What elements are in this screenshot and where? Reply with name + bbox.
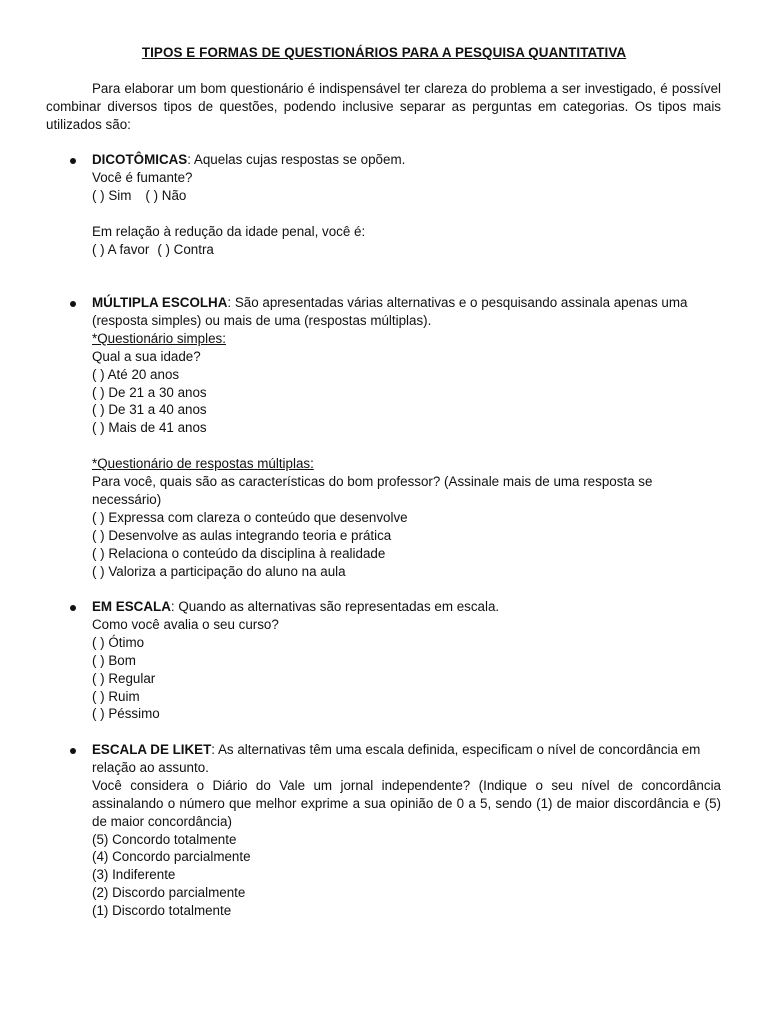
multiplas-question: Para você, quais são as características do bom professor? (Assinale mais de uma resposta se necessário) [92, 474, 653, 507]
dicotomicas-question-1: Você é fumante? [92, 169, 193, 185]
simples-question: Qual a sua idade? [92, 348, 201, 364]
bullet-icon [70, 605, 76, 611]
dicotomicas-q2-options [92, 241, 721, 259]
escala-heading-line [92, 598, 721, 616]
option-contra: ( ) Contra [157, 241, 214, 257]
liket-option: (3) Indiferente [92, 867, 176, 883]
intro-paragraph: Para elaborar um bom questionário é indispensável ter clareza do problema a ser investigado, é possível combinar diversos tipos de questões, podendo inclusive separar as perguntas em categorias. Os tipos mais utilizados são: [46, 81, 721, 132]
escala-option: ( ) Bom [92, 652, 136, 668]
escala-question: Como você avalia o seu curso? [92, 616, 279, 632]
multipla-heading-line [92, 294, 721, 330]
multipla-heading: MÚLTIPLA ESCOLHA [92, 295, 228, 310]
section-dicotomicas [46, 151, 721, 258]
document-title: TIPOS E FORMAS DE QUESTIONÁRIOS PARA A PESQUISA QUANTITATIVA [141, 45, 627, 60]
liket-option: (4) Concordo parcialmente [92, 849, 251, 865]
dicotomicas-q1-options [92, 187, 721, 205]
simples-option: ( ) De 21 a 30 anos [92, 384, 207, 400]
escala-option: ( ) Regular [92, 670, 156, 686]
multiplas-label: *Questionário de respostas múltiplas: [92, 456, 314, 472]
dicotomicas-question-2: Em relação à redução da idade penal, você é: [92, 223, 366, 239]
escala-heading: EM ESCALA [92, 599, 171, 614]
section-multipla-escolha [46, 294, 721, 580]
dicotomicas-description: : Aquelas cujas respostas se opõem. [187, 152, 406, 167]
option-nao: ( ) Não [145, 187, 187, 203]
bullet-icon [70, 748, 76, 754]
liket-option: (1) Discordo totalmente [92, 903, 232, 919]
multiplas-option: ( ) Relaciona o conteúdo da disciplina à realidade [92, 545, 386, 561]
multiplas-option: ( ) Valoriza a participação do aluno na aula [92, 563, 346, 579]
escala-option: ( ) Ruim [92, 688, 140, 704]
option-sim: ( ) Sim [92, 187, 132, 203]
dicotomicas-heading-line [92, 151, 721, 169]
dicotomicas-heading: DICOTÔMICAS [92, 152, 188, 167]
simples-option: ( ) Até 20 anos [92, 366, 180, 382]
multiplas-option: ( ) Expressa com clareza o conteúdo que desenvolve [92, 509, 408, 525]
liket-heading: ESCALA DE LIKET [92, 742, 212, 757]
simples-label: *Questionário simples: [92, 330, 226, 346]
bullet-icon [70, 301, 76, 307]
section-escala-de-liket [46, 741, 721, 920]
escala-option: ( ) Ótimo [92, 634, 145, 650]
section-em-escala [46, 598, 721, 723]
simples-option: ( ) De 31 a 40 anos [92, 402, 207, 418]
liket-question: Você considera o Diário do Vale um jornal independente? (Indique o seu nível de concordância assinalando o número que melhor exprime a sua opinião de 0 a 5, sendo (1) de maior discordância e (5) de maior concordância) [92, 777, 721, 829]
escala-description: : Quando as alternativas são representadas em escala. [170, 599, 500, 614]
liket-description: : As alternativas têm uma escala definida, especificam o nível de concordância em relação ao assunto. [92, 742, 701, 775]
liket-option: (5) Concordo totalmente [92, 831, 237, 847]
multipla-description: : São apresentadas várias alternativas e o pesquisando assinala apenas uma (resposta simples) ou mais de uma (respostas múltiplas). [92, 295, 688, 328]
multiplas-option: ( ) Desenvolve as aulas integrando teoria e prática [92, 527, 392, 543]
liket-heading-line [92, 741, 721, 777]
option-a-favor: ( ) A favor [92, 241, 150, 257]
liket-option: (2) Discordo parcialmente [92, 885, 246, 901]
simples-option: ( ) Mais de 41 anos [92, 420, 207, 436]
bullet-icon [70, 158, 76, 164]
escala-option: ( ) Péssimo [92, 706, 160, 722]
